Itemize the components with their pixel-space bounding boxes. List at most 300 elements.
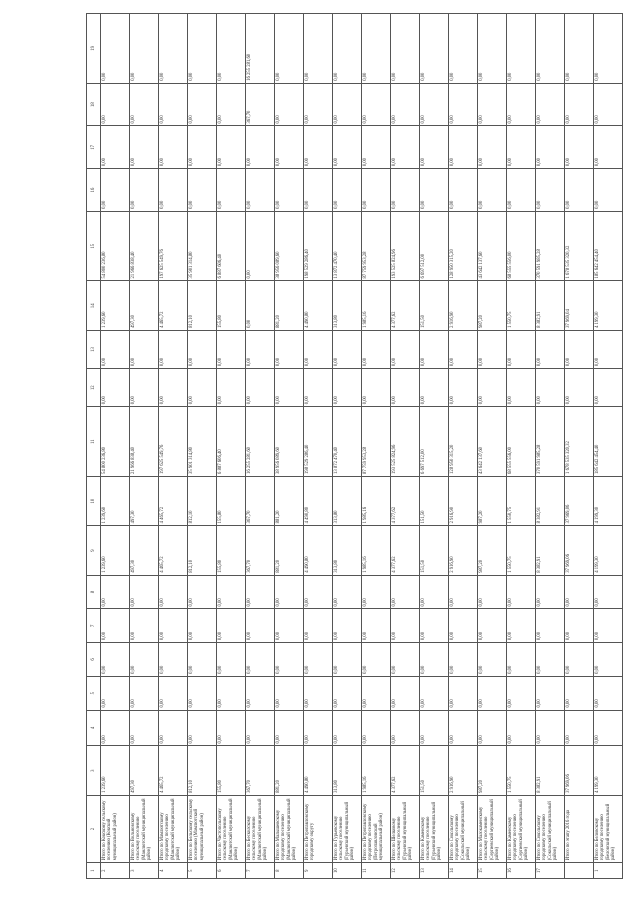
- value-cell: 0,00: [246, 169, 275, 212]
- value-cell: 1 678 535 320,32: [565, 407, 594, 477]
- value-cell: 0,00: [333, 369, 362, 407]
- value-cell: 37 969,06: [565, 526, 594, 575]
- value-cell: 128 950 315,20: [449, 407, 478, 477]
- value-cell: 54 800 236,80: [101, 211, 130, 281]
- value-cell: 367,70: [246, 476, 275, 525]
- value-cell: 0,00: [217, 83, 246, 126]
- value-cell: 1 678 535 320,32: [565, 211, 594, 281]
- row-name: Итого по этапу 2016 года: [565, 795, 594, 862]
- value-cell: 313,80: [333, 476, 362, 525]
- value-cell: 0,00: [478, 609, 507, 643]
- value-cell: 0,00: [565, 169, 594, 212]
- row-number: 16: [507, 863, 536, 879]
- value-cell: 37 969,06: [565, 746, 594, 795]
- value-cell: 193 525 824,96: [391, 407, 420, 477]
- row-number: 4: [159, 863, 188, 879]
- value-cell: 1 239,60: [101, 746, 130, 795]
- value-cell: 987,20: [478, 281, 507, 330]
- value-cell: 1 550,75: [507, 281, 536, 330]
- value-cell: 43 642 137,60: [478, 407, 507, 477]
- value-cell: 0,00: [333, 83, 362, 126]
- row-number: 1: [594, 863, 623, 879]
- value-cell: 0,00: [449, 126, 478, 169]
- row-name: Итого по Гурьевскому сельскому поселению (Гурьевский муниципальный район): [333, 795, 362, 862]
- value-cell: 0,00: [391, 575, 420, 609]
- value-cell: 0,00: [246, 643, 275, 677]
- value-cell: 0,00: [101, 83, 130, 126]
- value-cell: 2 916,90: [449, 526, 478, 575]
- value-cell: 0,00: [478, 575, 507, 609]
- value-cell: 313,80: [333, 526, 362, 575]
- value-cell: 0,00: [159, 126, 188, 169]
- value-cell: 0,00: [478, 126, 507, 169]
- value-cell: 0,00: [594, 609, 623, 643]
- value-cell: 4 199,30: [594, 746, 623, 795]
- value-cell: 0,00: [188, 676, 217, 710]
- value-cell: 38 956 089,60: [275, 211, 304, 281]
- value-cell: 0,00: [101, 369, 130, 407]
- value-cell: 0,00: [217, 575, 246, 609]
- value-cell: 0,00: [304, 330, 333, 368]
- value-cell: 0,00: [130, 126, 159, 169]
- value-cell: 0,00: [217, 369, 246, 407]
- row-number: 11: [362, 863, 391, 879]
- value-cell: 0,00: [246, 575, 275, 609]
- value-cell: 35 901 314,80: [188, 407, 217, 477]
- row-number: 3: [130, 863, 159, 879]
- value-cell: 0,00: [217, 126, 246, 169]
- value-cell: 0,00: [130, 643, 159, 677]
- value-cell: 497,30: [130, 526, 159, 575]
- value-cell: 0,00: [565, 14, 594, 84]
- value-cell: 0,00: [362, 575, 391, 609]
- value-cell: 0,00: [333, 609, 362, 643]
- value-cell: 0,00: [507, 14, 536, 84]
- row-name: Итого по Каменскому городскому поселению (Сергиевский муниципальный район): [507, 795, 536, 862]
- column-number: 12: [87, 369, 101, 407]
- value-cell: 68 555 556,00: [507, 407, 536, 477]
- value-cell: 2 916,90: [449, 476, 478, 525]
- value-cell: 0,00: [159, 609, 188, 643]
- value-cell: 0,00: [507, 330, 536, 368]
- table-row: [246, 14, 275, 879]
- value-cell: 0,00: [449, 643, 478, 677]
- value-cell: 313,80: [333, 281, 362, 330]
- value-cell: 0,00: [536, 710, 565, 746]
- column-number: 2: [87, 795, 101, 862]
- value-cell: 185 642 454,40: [594, 211, 623, 281]
- value-cell: 0,00: [130, 369, 159, 407]
- value-cell: 0,00: [391, 643, 420, 677]
- row-name: Итого по Бельскому сельскому поселению (Мамлютский муниципальный район): [188, 795, 217, 862]
- value-cell: 1 550,75: [507, 746, 536, 795]
- value-cell: 0,00: [449, 369, 478, 407]
- value-cell: 0,00: [536, 369, 565, 407]
- value-cell: 987,20: [478, 476, 507, 525]
- value-cell: 198 529 286,40: [304, 211, 333, 281]
- value-cell: 6 697 512,00: [420, 211, 449, 281]
- value-cell: 0,00: [391, 676, 420, 710]
- value-cell: 0,00: [333, 643, 362, 677]
- column-number: 10: [87, 476, 101, 525]
- column-number: 7: [87, 609, 101, 643]
- value-cell: 0,00: [594, 710, 623, 746]
- column-number: 9: [87, 526, 101, 575]
- value-cell: 0,00: [188, 643, 217, 677]
- value-cell: 497,30: [130, 476, 159, 525]
- value-cell: 881,20: [275, 526, 304, 575]
- value-cell: 0,00: [362, 330, 391, 368]
- value-cell: 87 759 953,28: [362, 211, 391, 281]
- column-number: 15: [87, 211, 101, 281]
- value-cell: 0,00: [275, 169, 304, 212]
- value-cell: 198 529 286,40: [304, 407, 333, 477]
- value-cell: 0,00: [217, 14, 246, 84]
- value-cell: 0,00: [333, 676, 362, 710]
- value-cell: 0,00: [275, 369, 304, 407]
- value-cell: 0,00: [507, 710, 536, 746]
- value-cell: 0,00: [188, 710, 217, 746]
- column-number: 19: [87, 14, 101, 84]
- value-cell: 0,00: [391, 83, 420, 126]
- value-cell: 0,00: [420, 330, 449, 368]
- value-cell: 0,00: [188, 369, 217, 407]
- row-number: 17: [536, 863, 565, 879]
- value-cell: 0,00: [275, 83, 304, 126]
- value-cell: 4 377,62: [391, 281, 420, 330]
- table-row: [449, 14, 478, 879]
- table-row: [159, 14, 188, 879]
- value-cell: 0,00: [130, 575, 159, 609]
- value-cell: 2 916,90: [449, 746, 478, 795]
- value-cell: 0,00: [362, 126, 391, 169]
- value-cell: 0,00: [478, 369, 507, 407]
- value-cell: 1 239,60: [101, 281, 130, 330]
- value-cell: 0,00: [101, 126, 130, 169]
- value-cell: 0,00: [507, 369, 536, 407]
- table-row: [478, 14, 507, 879]
- table-row: [188, 14, 217, 879]
- value-cell: 0,00: [391, 14, 420, 84]
- row-number: 9: [304, 863, 333, 879]
- value-cell: 881,20: [275, 476, 304, 525]
- value-cell: 0,00: [101, 575, 130, 609]
- value-cell: 0,00: [188, 330, 217, 368]
- value-cell: 0,00: [130, 169, 159, 212]
- value-cell: 155,80: [217, 281, 246, 330]
- row-name: Итого по Вольновскому сельскому поселению (Мамлютский муниципальный район): [130, 795, 159, 862]
- value-cell: 2 916,90: [449, 281, 478, 330]
- value-cell: 0,00: [420, 369, 449, 407]
- value-cell: 0,00: [130, 676, 159, 710]
- value-cell: 0,00: [304, 83, 333, 126]
- table-row: [420, 14, 449, 879]
- value-cell: 0,00: [507, 676, 536, 710]
- value-cell: 881,20: [275, 281, 304, 330]
- value-cell: 0,00: [217, 676, 246, 710]
- value-cell: 1 550,75: [507, 526, 536, 575]
- data-table: [86, 13, 623, 879]
- row-name: Итого по Бесколскому сельскому поселению (Мамлютский муниципальный район): [246, 795, 275, 862]
- column-number: 6: [87, 643, 101, 677]
- value-cell: 0,00: [246, 369, 275, 407]
- value-cell: 0,00: [565, 710, 594, 746]
- value-cell: 1 985,16: [362, 746, 391, 795]
- column-number: 18: [87, 83, 101, 126]
- value-cell: 0,00: [159, 710, 188, 746]
- table-row: [594, 14, 623, 879]
- value-cell: 0,00: [536, 126, 565, 169]
- value-cell: 0,00: [130, 609, 159, 643]
- value-cell: 0,00: [246, 211, 275, 281]
- value-cell: 0,00: [188, 609, 217, 643]
- value-cell: 54 800 236,80: [101, 407, 130, 477]
- table-row: [565, 14, 594, 879]
- value-cell: 0,00: [449, 676, 478, 710]
- column-number: 8: [87, 575, 101, 609]
- value-cell: 812,10: [188, 746, 217, 795]
- value-cell: 0,00: [420, 575, 449, 609]
- value-cell: 155,80: [217, 746, 246, 795]
- row-number: 8: [275, 863, 304, 879]
- value-cell: 0,00: [449, 710, 478, 746]
- value-cell: 0,00: [507, 609, 536, 643]
- value-cell: 0,00: [420, 676, 449, 710]
- value-cell: 0,00: [565, 126, 594, 169]
- table-row: [217, 14, 246, 879]
- column-number: 13: [87, 330, 101, 368]
- value-cell: 0,00: [391, 330, 420, 368]
- value-cell: 4 465,72: [159, 281, 188, 330]
- value-cell: 0,00: [188, 126, 217, 169]
- value-cell: 497,30: [130, 746, 159, 795]
- value-cell: 0,00: [565, 83, 594, 126]
- value-cell: 38 956 089,60: [275, 407, 304, 477]
- value-cell: 8 382,91: [536, 281, 565, 330]
- value-cell: 313,80: [333, 746, 362, 795]
- value-cell: 0,00: [536, 169, 565, 212]
- value-cell: 13 872 470,40: [333, 407, 362, 477]
- value-cell: 0,00: [333, 330, 362, 368]
- value-cell: 0,00: [449, 609, 478, 643]
- value-cell: 0,00: [565, 609, 594, 643]
- row-name: Итого по Петропавловскому городскому поселению (Петропавловский муниципальный район): [362, 795, 391, 862]
- value-cell: 0,00: [275, 126, 304, 169]
- value-cell: 4 490,80: [304, 476, 333, 525]
- value-cell: 16 255 281,60: [246, 407, 275, 477]
- value-cell: 0,00: [333, 710, 362, 746]
- value-cell: 0,00: [420, 643, 449, 677]
- value-cell: 0,00: [333, 14, 362, 84]
- value-cell: 0,00: [594, 643, 623, 677]
- row-name: Итого по Сокольскому городскому поселению (Сокольский муниципальный район): [449, 795, 478, 862]
- value-cell: 4 465,72: [159, 476, 188, 525]
- value-cell: 0,00: [217, 643, 246, 677]
- value-cell: 0,00: [420, 609, 449, 643]
- value-cell: 4 199,30: [594, 281, 623, 330]
- value-cell: 0,00: [449, 14, 478, 84]
- value-cell: 987,20: [478, 526, 507, 575]
- value-cell: 0,00: [362, 710, 391, 746]
- value-cell: 128 950 315,20: [449, 211, 478, 281]
- value-cell: 0,00: [362, 369, 391, 407]
- value-cell: 4 490,80: [304, 746, 333, 795]
- value-cell: 4 465,72: [159, 746, 188, 795]
- value-cell: 0,00: [478, 14, 507, 84]
- value-cell: 0,00: [333, 126, 362, 169]
- value-cell: 367,70: [246, 746, 275, 795]
- value-cell: 43 642 137,60: [478, 211, 507, 281]
- value-cell: 0,00: [246, 609, 275, 643]
- value-cell: 0,00: [565, 676, 594, 710]
- value-cell: 0,00: [507, 643, 536, 677]
- table-row: [391, 14, 420, 879]
- row-number: 10: [333, 863, 362, 879]
- column-number: 17: [87, 126, 101, 169]
- value-cell: 0,00: [362, 14, 391, 84]
- value-cell: 0,00: [594, 369, 623, 407]
- value-cell: 0,00: [130, 14, 159, 84]
- value-cell: 0,00: [304, 369, 333, 407]
- table-row: [101, 14, 130, 879]
- row-number: 12: [391, 863, 420, 879]
- value-cell: 370 591 985,28: [536, 211, 565, 281]
- value-cell: 21 966 838,40: [130, 407, 159, 477]
- value-cell: 0,00: [275, 710, 304, 746]
- value-cell: 0,00: [101, 14, 130, 84]
- row-name: Итого по Беловскому городскому поселению (Беловский муниципальный район): [594, 795, 623, 862]
- value-cell: 0,00: [362, 643, 391, 677]
- value-cell: 0,00: [536, 14, 565, 84]
- value-cell: 0,00: [362, 83, 391, 126]
- row-name: Итого по Петропавловскому городскому округу: [304, 795, 333, 862]
- row-name: Итого по Малокаменскому сельскому поселению (Сергиевский муниципальный район): [478, 795, 507, 862]
- value-cell: 0,00: [130, 83, 159, 126]
- value-cell: 0,00: [594, 330, 623, 368]
- value-cell: 21 966 838,40: [130, 211, 159, 281]
- value-cell: 0,00: [101, 609, 130, 643]
- value-cell: 8 382,91: [536, 526, 565, 575]
- value-cell: 1 550,75: [507, 476, 536, 525]
- value-cell: 0,00: [275, 609, 304, 643]
- value-cell: 0,00: [304, 676, 333, 710]
- value-cell: 0,00: [536, 83, 565, 126]
- value-cell: 1 985,16: [362, 476, 391, 525]
- value-cell: 197 625 549,76: [159, 407, 188, 477]
- value-cell: 151,50: [420, 526, 449, 575]
- value-cell: 0,00: [507, 126, 536, 169]
- value-cell: 0,00: [159, 83, 188, 126]
- value-cell: 0,00: [362, 609, 391, 643]
- row-number: 6: [217, 863, 246, 879]
- value-cell: 0,00: [478, 169, 507, 212]
- value-cell: 0,00: [565, 575, 594, 609]
- value-cell: 0,00: [449, 169, 478, 212]
- value-cell: 155,80: [217, 526, 246, 575]
- value-cell: 0,00: [101, 676, 130, 710]
- value-cell: 367,70: [246, 83, 275, 126]
- value-cell: 35 901 314,80: [188, 211, 217, 281]
- value-cell: 0,00: [420, 14, 449, 84]
- value-cell: 0,00: [391, 710, 420, 746]
- value-cell: 0,00: [391, 126, 420, 169]
- value-cell: 0,00: [246, 126, 275, 169]
- value-cell: 370 591 985,28: [536, 407, 565, 477]
- table-row: [536, 14, 565, 879]
- row-number: 13: [420, 863, 449, 879]
- value-cell: 0,00: [536, 676, 565, 710]
- value-cell: 0,00: [536, 330, 565, 368]
- value-cell: 37 969,04: [565, 281, 594, 330]
- value-cell: 4 377,62: [391, 476, 420, 525]
- value-cell: 0,00: [130, 330, 159, 368]
- value-cell: 1 985,16: [362, 281, 391, 330]
- row-name: Итого по Каменскому сельскому поселению (Гурьевский муниципальный район): [420, 795, 449, 862]
- value-cell: 37 969,06: [565, 476, 594, 525]
- value-cell: 155,80: [217, 476, 246, 525]
- value-cell: 0,00: [246, 676, 275, 710]
- table-row: [362, 14, 391, 879]
- value-cell: 4 199,30: [594, 526, 623, 575]
- value-cell: 4 490,80: [304, 526, 333, 575]
- value-cell: 0,00: [420, 126, 449, 169]
- value-cell: 0,00: [478, 330, 507, 368]
- value-cell: 6 887 606,40: [217, 407, 246, 477]
- value-cell: 0,00: [565, 330, 594, 368]
- value-cell: 0,00: [536, 609, 565, 643]
- value-cell: 0,00: [275, 676, 304, 710]
- value-cell: 0,00: [420, 169, 449, 212]
- value-cell: 0,00: [449, 330, 478, 368]
- column-number: 4: [87, 710, 101, 746]
- row-number: 14: [449, 863, 478, 879]
- column-number: 3: [87, 746, 101, 795]
- value-cell: 0,00: [101, 643, 130, 677]
- row-name: Итого по Мамлютскому городскому поселению (Мамлютский муниципальный район): [159, 795, 188, 862]
- value-cell: 0,00: [246, 710, 275, 746]
- value-cell: 0,00: [130, 710, 159, 746]
- value-cell: 0,00: [594, 676, 623, 710]
- value-cell: 0,00: [594, 169, 623, 212]
- value-cell: 13 872 470,40: [333, 211, 362, 281]
- value-cell: 0,00: [362, 676, 391, 710]
- value-cell: 8 382,91: [536, 476, 565, 525]
- value-cell: 0,00: [449, 83, 478, 126]
- value-cell: 0,00: [217, 710, 246, 746]
- value-cell: 0,00: [246, 281, 275, 330]
- table-row: [275, 14, 304, 879]
- value-cell: 4 199,30: [594, 476, 623, 525]
- value-cell: 0,00: [304, 710, 333, 746]
- value-cell: 0,00: [565, 369, 594, 407]
- value-cell: 0,00: [333, 575, 362, 609]
- value-cell: 0,00: [304, 126, 333, 169]
- value-cell: 0,00: [478, 643, 507, 677]
- value-cell: 812,10: [188, 526, 217, 575]
- value-cell: 0,00: [217, 609, 246, 643]
- row-name: Итого по Шелковому сельскому поселению (Гурьевский муниципальный район): [391, 795, 420, 862]
- value-cell: 0,00: [275, 14, 304, 84]
- value-cell: 0,00: [101, 169, 130, 212]
- value-cell: 987,20: [478, 746, 507, 795]
- value-cell: 0,00: [391, 609, 420, 643]
- value-cell: 0,00: [275, 330, 304, 368]
- value-cell: 0,00: [101, 330, 130, 368]
- value-cell: 0,00: [159, 369, 188, 407]
- value-cell: 0,00: [304, 169, 333, 212]
- value-cell: 0,00: [159, 643, 188, 677]
- value-cell: 16 255 281,60: [246, 14, 275, 84]
